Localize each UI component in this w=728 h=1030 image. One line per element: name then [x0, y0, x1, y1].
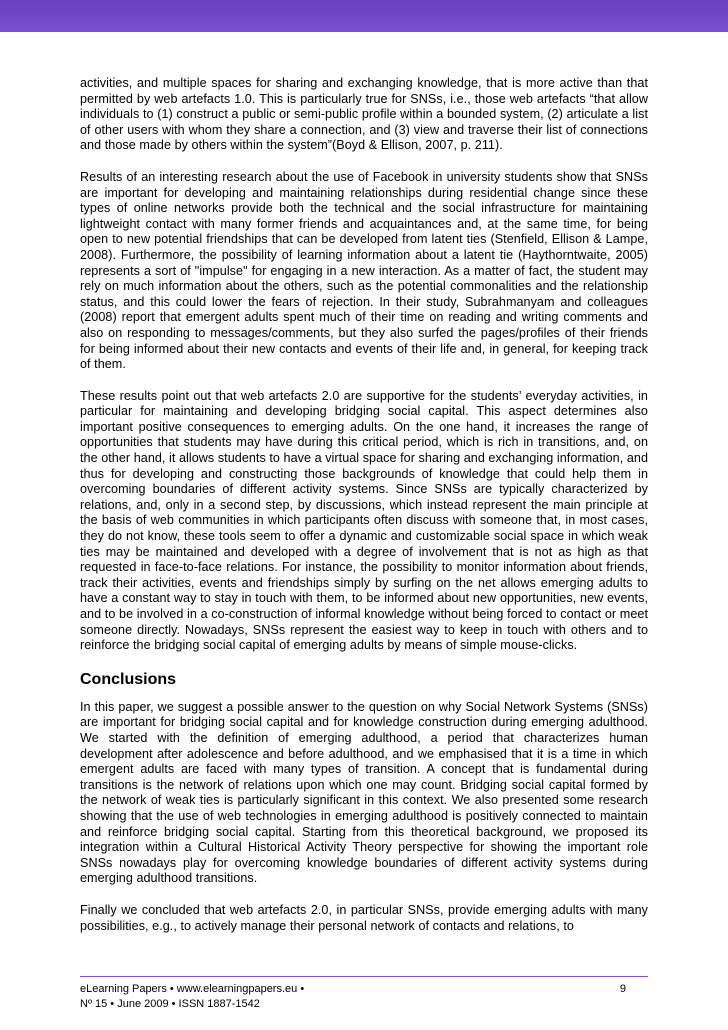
body-paragraph: activities, and multiple spaces for sharing and exchanging knowledge, that is more active than that permitted by web artefacts 1.0. This is particularly true for SNSs, i.e., those web artefacts “that allow individuals to (1) construct a public or semi-public profile within a bounded system, (2) articulate a list of other users with whom they share a connection, and (3) view and traverse their list of connections and those made by others within the system”(Boyd & Ellison, 2007, p. 211).: [80, 76, 648, 153]
body-paragraph: These results point out that web artefacts 2.0 are supportive for the students’ everyday activities, in particular for maintaining and developing bridging social capital. This aspect determines also important positive consequences to emerging adults. On the one hand, it increases the range of opportunities that students may have during this critical period, which is rich in transitions, and, on the other hand, it allows students to have a virtual space for sharing and exchanging information, and thus for developing and constructing those backgrounds of knowledge that could help them in overcoming boundaries of different activity systems. Since SNSs are typically characterized by relations, and, only in a second step, by discussions, which instead represent the main principle at the basis of web communities in which participants often discuss with someone that, in most cases, they do not know, these tools seem to offer a dynamic and customizable social space in which weak ties may be maintained and developed with a degree of involvement that is not as high as that requested in face-to-face relations. For instance, the possibility to monitor information about friends, track their activities, events and friendships simply by surfing on the net allows emerging adults to have a constant way to stay in touch with them, to be informed about new opportunities, new events, and to be involved in a co-construction of informal knowledge without being forced to contact or meet someone directly. Nowadays, SNSs represent the easiest way to keep in touch with others and to reinforce the bridging social capital of emerging adults by means of simple mouse-clicks.: [80, 388, 648, 653]
conclusion-paragraph: Finally we concluded that web artefacts 2.0, in particular SNSs, provide emerging adults with many possibilities, e.g., to actively manage their personal network of contacts and relations, to: [80, 902, 648, 933]
header-bar: [0, 0, 728, 32]
page-footer: [80, 982, 648, 1012]
page-number: 9: [619, 983, 626, 995]
footer-divider: [80, 976, 648, 977]
conclusion-paragraph: In this paper, we suggest a possible answer to the question on why Social Network Systems (SNSs) are important for bridging social capital and for knowledge construction during emerging adulthood. We started with the definition of emerging adulthood, a period that characterizes human development after adolescence and before adulthood, and we emphasised that it is a time in which emergent adults are faced with many types of transition. A concept that is fundamental during transitions is the network of relations upon which one may count. Bridging social capital formed by the network of weak ties is particularly significant in this context. We also presented some research showing that the use of web technologies in emerging adulthood is positively connected to maintain and reinforce bridging social capital. Starting from this theoretical background, we proposed its integration within a Cultural Historical Activity Theory perspective for showing the important role SNSs nowadays play for overcoming knowledge boundaries of different activity systems during emerging adulthood transitions.: [80, 699, 648, 886]
page-body: [80, 76, 648, 950]
footer-journal-line: eLearning Papers • www.elearningpapers.eu •: [80, 983, 305, 995]
body-paragraph: Results of an interesting research about the use of Facebook in university students show that SNSs are important for developing and maintaining relationships during residential change since these types of online networks provide both the technical and the social infrastructure for maintaining lightweight contact with many former friends and acquaintances and, at the same time, for being open to new potential friendships that can be developed from latent ties (Stenfield, Ellison & Lampe, 2008). Furthermore, the possibility of learning information about a latent tie (Haythorntwaite, 2005) represents a sort of "impulse" for engaging in a new interaction. As a matter of fact, the student may rely on much information about the others, such as the potential commonalities and the relationship status, and this could lower the fears of rejection. In their study, Subrahmanyam and colleagues (2008) report that emergent adults spent much of their time on reading and writing comments and also on responding to messages/comments, but they also surfed the pages/profiles of their friends for being informed about their new contacts and events of their life and, in general, for keeping track of them.: [80, 169, 648, 372]
section-heading: Conclusions: [80, 670, 177, 688]
footer-issue-line: Nº 15 • June 2009 • ISSN 1887-1542: [80, 998, 260, 1010]
